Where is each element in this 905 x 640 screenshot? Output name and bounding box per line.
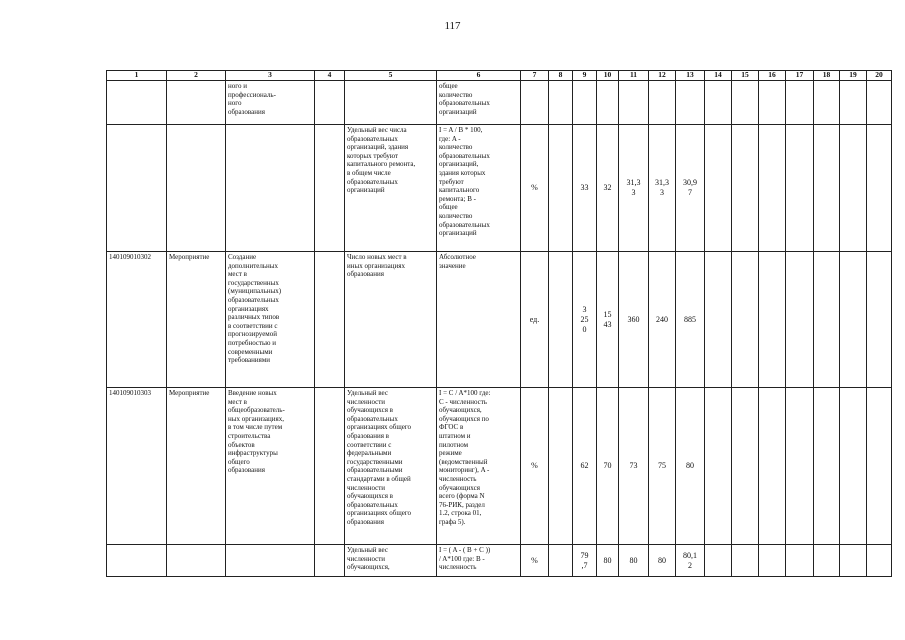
value-cell bbox=[619, 81, 649, 125]
method-cell: Абсолютное значение bbox=[437, 252, 521, 388]
value-cell bbox=[573, 81, 597, 125]
method-cell: I = ( A - ( B + C )) / A*100 где: B - численность bbox=[437, 545, 521, 577]
empty-cell bbox=[867, 388, 892, 545]
empty-cell bbox=[732, 545, 759, 577]
empty-cell bbox=[705, 252, 732, 388]
empty-cell bbox=[840, 545, 867, 577]
unit-cell: % bbox=[521, 388, 549, 545]
value-cell bbox=[597, 81, 619, 125]
empty-cell bbox=[867, 125, 892, 252]
header-cell: 11 bbox=[619, 71, 649, 81]
value-cell bbox=[549, 545, 573, 577]
code-cell bbox=[107, 81, 167, 125]
header-cell: 2 bbox=[167, 71, 226, 81]
empty-cell bbox=[705, 125, 732, 252]
value-cell: 80 bbox=[676, 388, 705, 545]
empty-cell bbox=[814, 125, 840, 252]
value-cell: 33 bbox=[573, 125, 597, 252]
unit-cell: ед. bbox=[521, 252, 549, 388]
empty-cell bbox=[867, 252, 892, 388]
header-cell: 5 bbox=[345, 71, 437, 81]
col4-cell bbox=[315, 81, 345, 125]
empty-cell bbox=[814, 81, 840, 125]
value-cell: 80,1 2 bbox=[676, 545, 705, 577]
empty-cell bbox=[759, 545, 786, 577]
header-cell: 7 bbox=[521, 71, 549, 81]
header-cell: 18 bbox=[814, 71, 840, 81]
table-row bbox=[107, 125, 892, 252]
empty-cell bbox=[705, 388, 732, 545]
value-cell bbox=[549, 252, 573, 388]
header-cell: 17 bbox=[786, 71, 814, 81]
indicator-cell: Удельный вес числа образовательных организаций, здания которых требуют капитального ремонта, в общем числе образовательных организаций bbox=[345, 125, 437, 252]
empty-cell bbox=[814, 388, 840, 545]
name-cell: Создание дополнительных мест в государственных (муниципальных) образовательных организациях различных типов в соответствии с прогнозируемой потребностью и современными требованиями bbox=[226, 252, 315, 388]
empty-cell bbox=[732, 125, 759, 252]
header-cell: 4 bbox=[315, 71, 345, 81]
header-cell: 1 bbox=[107, 71, 167, 81]
type-cell bbox=[167, 81, 226, 125]
name-cell bbox=[226, 545, 315, 577]
program-table bbox=[106, 70, 892, 577]
value-cell bbox=[549, 125, 573, 252]
value-cell bbox=[676, 81, 705, 125]
code-cell bbox=[107, 125, 167, 252]
col4-cell bbox=[315, 545, 345, 577]
value-cell bbox=[649, 81, 676, 125]
table-row bbox=[107, 388, 892, 545]
value-cell: 70 bbox=[597, 388, 619, 545]
value-cell: 80 bbox=[597, 545, 619, 577]
value-cell: 62 bbox=[573, 388, 597, 545]
header-cell: 9 bbox=[573, 71, 597, 81]
value-cell: 73 bbox=[619, 388, 649, 545]
empty-cell bbox=[814, 545, 840, 577]
value-cell: 15 43 bbox=[597, 252, 619, 388]
empty-cell bbox=[705, 81, 732, 125]
empty-cell bbox=[759, 125, 786, 252]
empty-cell bbox=[786, 545, 814, 577]
empty-cell bbox=[867, 545, 892, 577]
value-cell bbox=[549, 81, 573, 125]
name-cell bbox=[226, 125, 315, 252]
unit-cell: % bbox=[521, 545, 549, 577]
value-cell: 79 ,7 bbox=[573, 545, 597, 577]
empty-cell bbox=[814, 252, 840, 388]
method-cell: I = A / B * 100, где: A - количество образовательных организаций, здания которых требуют капитального ремонта; B - общее количество образовательных организаций bbox=[437, 125, 521, 252]
indicator-cell: Удельный вес численности обучающихся в образовательных организациях общего образования в соответствии с федеральными государственными образовательными стандартами в общей численности обучающихся в образовательных организациях общего образования bbox=[345, 388, 437, 545]
header-cell: 10 bbox=[597, 71, 619, 81]
code-cell bbox=[107, 545, 167, 577]
empty-cell bbox=[732, 388, 759, 545]
indicator-cell bbox=[345, 81, 437, 125]
empty-cell bbox=[759, 388, 786, 545]
value-cell bbox=[549, 388, 573, 545]
value-cell: 240 bbox=[649, 252, 676, 388]
name-cell: ного и профессиональ- ного образования bbox=[226, 81, 315, 125]
empty-cell bbox=[840, 388, 867, 545]
table-row bbox=[107, 81, 892, 125]
code-cell: 140109010302 bbox=[107, 252, 167, 388]
table-row bbox=[107, 545, 892, 577]
empty-cell bbox=[867, 81, 892, 125]
value-cell: 360 bbox=[619, 252, 649, 388]
header-cell: 3 bbox=[226, 71, 315, 81]
value-cell: 31,3 3 bbox=[619, 125, 649, 252]
header-cell: 19 bbox=[840, 71, 867, 81]
header-cell: 20 bbox=[867, 71, 892, 81]
type-cell bbox=[167, 125, 226, 252]
empty-cell bbox=[786, 252, 814, 388]
header-cell: 15 bbox=[732, 71, 759, 81]
empty-cell bbox=[786, 125, 814, 252]
header-cell: 12 bbox=[649, 71, 676, 81]
header-cell: 14 bbox=[705, 71, 732, 81]
header-cell: 6 bbox=[437, 71, 521, 81]
method-cell: I = C / A*100 где: C - численность обучающихся, обучающихся по ФГОС в штатном и пилотном режиме (ведомственный мониторинг), A - численность обучающихся всего (форма N 76-РИК, раздел 1.2, строка 01, графа 5). bbox=[437, 388, 521, 545]
value-cell: 32 bbox=[597, 125, 619, 252]
value-cell: 31,3 3 bbox=[649, 125, 676, 252]
col4-cell bbox=[315, 388, 345, 545]
value-cell: 30,9 7 bbox=[676, 125, 705, 252]
header-cell: 8 bbox=[549, 71, 573, 81]
unit-cell bbox=[521, 81, 549, 125]
indicator-cell: Число новых мест в иных организациях образования bbox=[345, 252, 437, 388]
method-cell: общее количество образовательных организаций bbox=[437, 81, 521, 125]
col4-cell bbox=[315, 252, 345, 388]
header-cell: 13 bbox=[676, 71, 705, 81]
empty-cell bbox=[786, 388, 814, 545]
empty-cell bbox=[732, 81, 759, 125]
value-cell: 75 bbox=[649, 388, 676, 545]
empty-cell bbox=[840, 252, 867, 388]
empty-cell bbox=[732, 252, 759, 388]
code-cell: 140109010303 bbox=[107, 388, 167, 545]
empty-cell bbox=[786, 81, 814, 125]
empty-cell bbox=[840, 81, 867, 125]
table-row bbox=[107, 252, 892, 388]
empty-cell bbox=[840, 125, 867, 252]
page-number: 117 bbox=[444, 20, 461, 32]
table-header-row bbox=[107, 71, 892, 81]
type-cell: Мероприятие bbox=[167, 252, 226, 388]
empty-cell bbox=[759, 81, 786, 125]
value-cell: 3 25 0 bbox=[573, 252, 597, 388]
name-cell: Введение новых мест в общеобразователь- ных организациях, в том числе путем строительства объектов инфраструктуры общего образования bbox=[226, 388, 315, 545]
header-cell: 16 bbox=[759, 71, 786, 81]
type-cell: Мероприятие bbox=[167, 388, 226, 545]
value-cell: 80 bbox=[619, 545, 649, 577]
type-cell bbox=[167, 545, 226, 577]
empty-cell bbox=[705, 545, 732, 577]
value-cell: 885 bbox=[676, 252, 705, 388]
indicator-cell: Удельный вес численности обучающихся, bbox=[345, 545, 437, 577]
value-cell: 80 bbox=[649, 545, 676, 577]
unit-cell: % bbox=[521, 125, 549, 252]
empty-cell bbox=[759, 252, 786, 388]
col4-cell bbox=[315, 125, 345, 252]
